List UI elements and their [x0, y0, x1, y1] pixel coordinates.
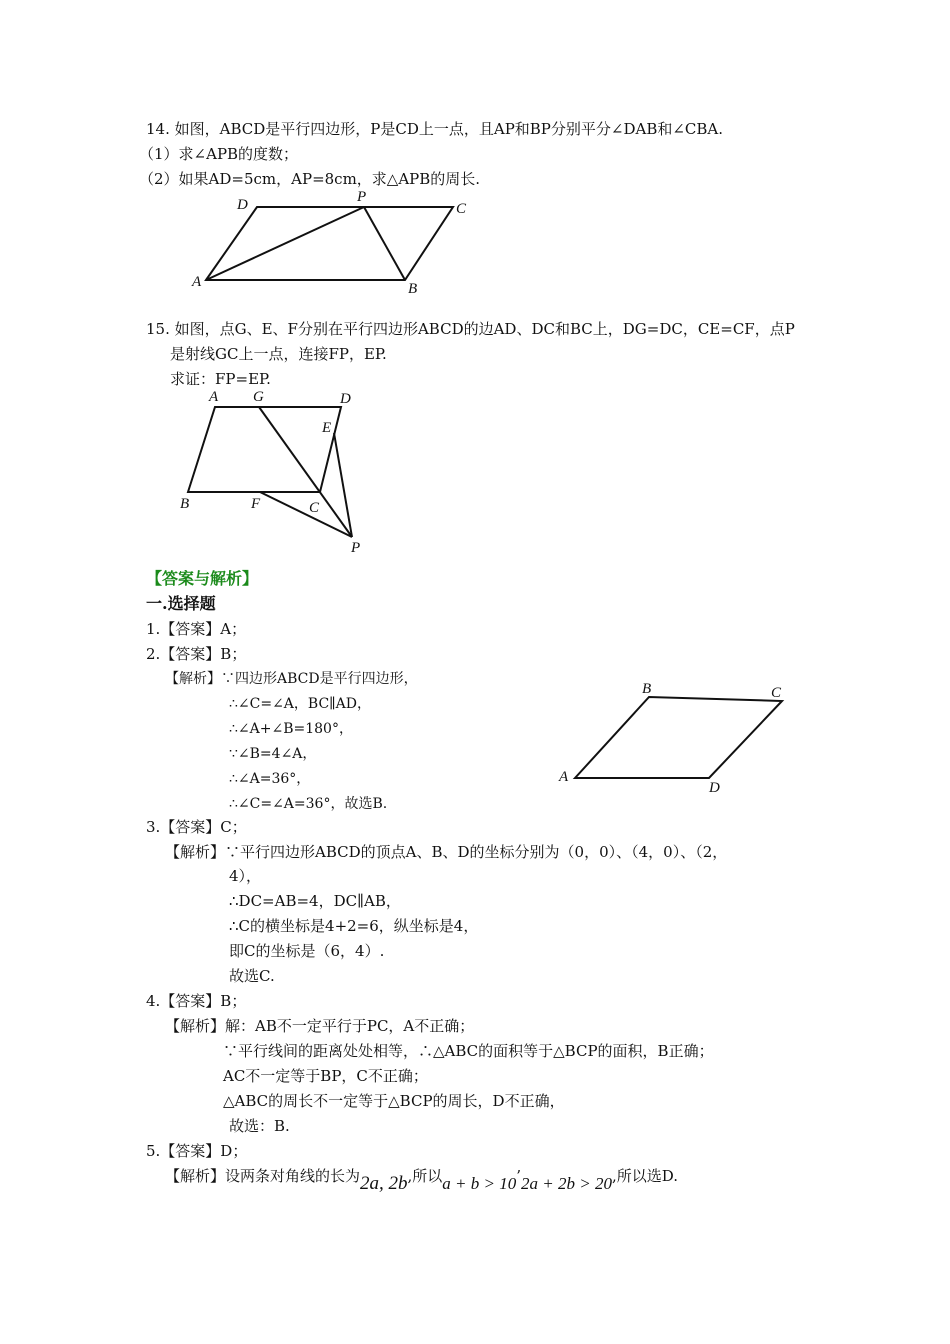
q15-line3: 求证：FP=EP. [170, 370, 271, 388]
q15-label-e: E [322, 420, 332, 436]
q15-label-a: A [209, 389, 219, 405]
answer-1: 1.【答案】A； [146, 620, 247, 638]
answer-2-analysis-1: 【解析】∵四边形ABCD是平行四边形， [165, 671, 418, 687]
answer-3-analysis-4: ∴C的横坐标是4+2=6，纵坐标是4， [229, 917, 479, 935]
q15-label-f: F [251, 496, 261, 512]
q15-line2: 是射线GC上一点，连接FP，EP. [170, 345, 387, 363]
q14-part2: （2）如果AD=5cm，AP=8cm，求△APB的周长. [139, 170, 481, 188]
q15-label-p: P [351, 540, 361, 556]
answer-5-separator: ’ [516, 1167, 522, 1185]
q15-label-g: G [253, 389, 264, 405]
q14-label-c: C [456, 201, 467, 217]
answer-2-analysis-6: ∴∠C=∠A=36°，故选B. [229, 796, 388, 812]
q15-label-d: D [340, 391, 351, 407]
answer-2-label-d: D [709, 780, 720, 796]
answers-heading: 【答案与解析】 [146, 569, 259, 588]
answer-3: 3.【答案】C； [146, 818, 247, 836]
q14-stem: 14. 如图，ABCD是平行四边形，P是CD上一点，且AP和BP分别平分∠DAB和∠CBA. [146, 120, 724, 138]
section-heading: 一.选择题 [146, 594, 216, 613]
answer-2-label-b: B [642, 681, 652, 697]
answer-4: 4.【答案】B； [146, 992, 247, 1010]
answer-5-text-1: ,所以 [407, 1167, 443, 1185]
q15-label-c: C [309, 500, 320, 516]
answer-5-math-sum: a + b > 10 [442, 1174, 517, 1193]
q15-line1: 15. 如图，点G、E、F分别在平行四边形ABCD的边AD、DC和BC上，DG=DC，CE=CF，点P [146, 320, 795, 338]
answer-2-analysis-2: ∴∠C=∠A，BC∥AD， [229, 696, 371, 712]
answer-5-math-perimeter: 2a + 2b > 20 [521, 1174, 612, 1193]
answer-4-analysis-4: △ABC的周长不一定等于△BCP的周长，D不正确， [223, 1092, 565, 1110]
answer-3-analysis-2: 4）， [229, 867, 262, 885]
answer-4-analysis-2: ∵平行线间的距离处处相等，∴△ABC的面积等于△BCP的面积，B正确； [223, 1042, 714, 1060]
answer-4-analysis-1: 【解析】解：AB不一定平行于PC，A不正确； [165, 1017, 475, 1035]
answer-2-label-c: C [771, 685, 782, 701]
answer-3-analysis-1: 【解析】∵平行四边形ABCD的顶点A、B、D的坐标分别为（0，0）、（4，0）、（2， [165, 843, 728, 861]
answer-5-analysis [165, 1166, 679, 1194]
answer-2-label-a: A [559, 769, 569, 785]
answer-3-analysis-3: ∴DC=AB=4，DC∥AB， [229, 892, 401, 910]
answer-2-analysis-3: ∴∠A+∠B=180°， [229, 721, 353, 737]
answer-2: 2.【答案】B； [146, 645, 247, 663]
q14-label-a: A [192, 274, 202, 290]
answer-5-text-2: ,所以选D. [611, 1167, 679, 1185]
answer-3-analysis-5: 即C的坐标是（6，4）. [229, 942, 385, 960]
answer-5-prefix: 【解析】设两条对角线的长为 [165, 1167, 361, 1185]
q14-part1: （1）求∠APB的度数； [139, 145, 299, 163]
q15-label-b: B [180, 496, 190, 512]
answer-4-analysis-5: 故选：B. [229, 1117, 290, 1135]
answer-2-parallelogram [575, 697, 782, 778]
answer-3-analysis-6: 故选C. [229, 967, 275, 985]
answer-5: 5.【答案】D； [146, 1142, 248, 1160]
answer-2-analysis-4: ∵∠B=4∠A， [229, 746, 317, 762]
q14-label-b: B [408, 281, 418, 297]
answer-5-math-diagonals: 2a, 2b [360, 1173, 408, 1194]
q14-label-p: P [357, 189, 367, 205]
q14-label-d: D [237, 197, 248, 213]
answer-4-analysis-3: AC不一定等于BP，C不正确； [223, 1067, 428, 1085]
answer-2-analysis-5: ∴∠A=36°， [229, 771, 311, 787]
